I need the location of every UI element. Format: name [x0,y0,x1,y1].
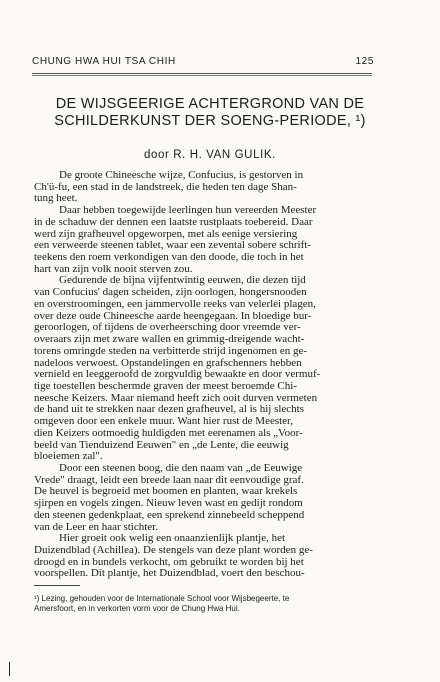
author-byline: door R. H. VAN GULIK. [144,149,276,161]
article-title [20,96,400,130]
title-line-1: DE WIJSGEERIGE ACHTERGROND VAN DE [55,96,365,112]
body-line: teekens den roem verkondigen van den doode, die toch in het [34,251,304,264]
title-line-2: SCHILDERKUNST DER SOENG-PERIODE, ¹) [54,113,366,129]
body-line: Vrede" draagt, leidt een breede laan naar dit eenvoudige graf. [34,473,304,486]
body-line: werd zijn grafheuvel opgeworpen, met als eenige versiering [34,227,298,240]
body-line: beeld van Tienduizend Eeuwen" en „de Lente, die eeuwig [34,438,289,451]
body-line: droogd en in bundels verkocht, om gebruikt te worden bij het [34,555,304,568]
running-head [32,56,374,67]
footnote-line-2: Amersfoort, en in verkorten vorm voor de Chung Hwa Hui. [34,604,240,613]
body-line: een verweerde steenen tablet, waar een zevental sobere schrift- [34,239,311,252]
article-body [34,170,376,580]
body-line: Ch'ü-fu, een stad in de landstreek, die heden ten dage Shan- [34,180,297,193]
body-line: voorspellen. Dit plantje, het Duizendblad, voert den beschou- [34,567,305,580]
body-line: neesche Keizers. Maar niemand heeft zich ooit durven vermeten [34,391,318,404]
margin-mark [9,662,10,676]
footnote-rule [34,585,80,586]
body-line: den steenen gedenkplaat, een sprekend zinnebeeld scheppend [34,508,305,521]
body-line: tige toestellen beschermde graven der meest beroemde Chi- [34,379,297,392]
body-line: de hand uit te strekken naar dezen grafheuvel, al is hij slechts [34,403,305,416]
body-line: omgeven door een enkele muur. Want hier rust de Meester, [34,415,294,428]
body-line: vernield en leeggeroofd de zorgvuldig bewaakte en door vermuf- [34,368,321,381]
body-line: De groote Chineesche wijze, Confucius, is gestorven in [59,169,304,181]
body-line: bloeiemen zal". [34,450,103,463]
body-line: dien Keizers ootmoedig huldigden met eerenamen als „Voor- [34,426,303,439]
body-line: Hier groeit ook welig een onaanzienlijk plantje, het [59,532,286,545]
body-line: Door een steenen boog, die den naam van „de Eeuwige [59,461,303,474]
body-line: en overstroomingen, een jammervolle reeks van velerlei plagen, [34,297,316,310]
body-line: sjirpen en vogels zingen. Nieuw leven wast en gedijt rondom [34,497,303,510]
footnote [34,594,376,614]
body-line: Duizendblad (Achillea). De stengels van deze plant worden ge- [34,544,313,556]
page-number: 125 [355,56,374,67]
body-line: De heuvel is begroeid met boomen en planten, waar krekels [34,485,298,498]
body-line: over deze oude Chineesche aarde heengegaan. In bloedige bur- [34,309,312,322]
body-line: geroorlogen, of tijdens de overheersching door vreemde ver- [34,321,301,334]
body-line: van Confucius' dagen scheiden, zijn oorlogen, hongersnooden [34,286,307,299]
journal-name: CHUNG HWA HUI TSA CHIH [32,56,176,67]
body-line: van de Leer en haar stichter. [34,520,158,533]
footnote-line-1: ¹) Lezing, gehouden voor de Internationale School voor Wijsbegeerte, te [34,594,290,603]
header-rule [32,73,372,76]
body-line: torens omringde steden na verbitterde strijd ingenomen en ge- [34,344,308,357]
body-line: in de schaduw der dennen een laatste rustplaats toebereid. Daar [34,215,313,228]
body-line: hart van zijn volk nooit sterven zou. [34,262,193,275]
body-line: Daar hebben toegewijde leerlingen hun vereerden Meester [59,204,317,217]
body-line: tung heet. [34,192,78,205]
body-line: overaars zijn met zware wallen en grimmig-dreigende wacht- [34,333,305,346]
body-line: nadeloos verwoest. Opstandelingen en grafschenners hebben [34,356,302,369]
body-line: Gedurende de bijna vijfentwintig eeuwen, die dezen tijd [59,274,306,287]
